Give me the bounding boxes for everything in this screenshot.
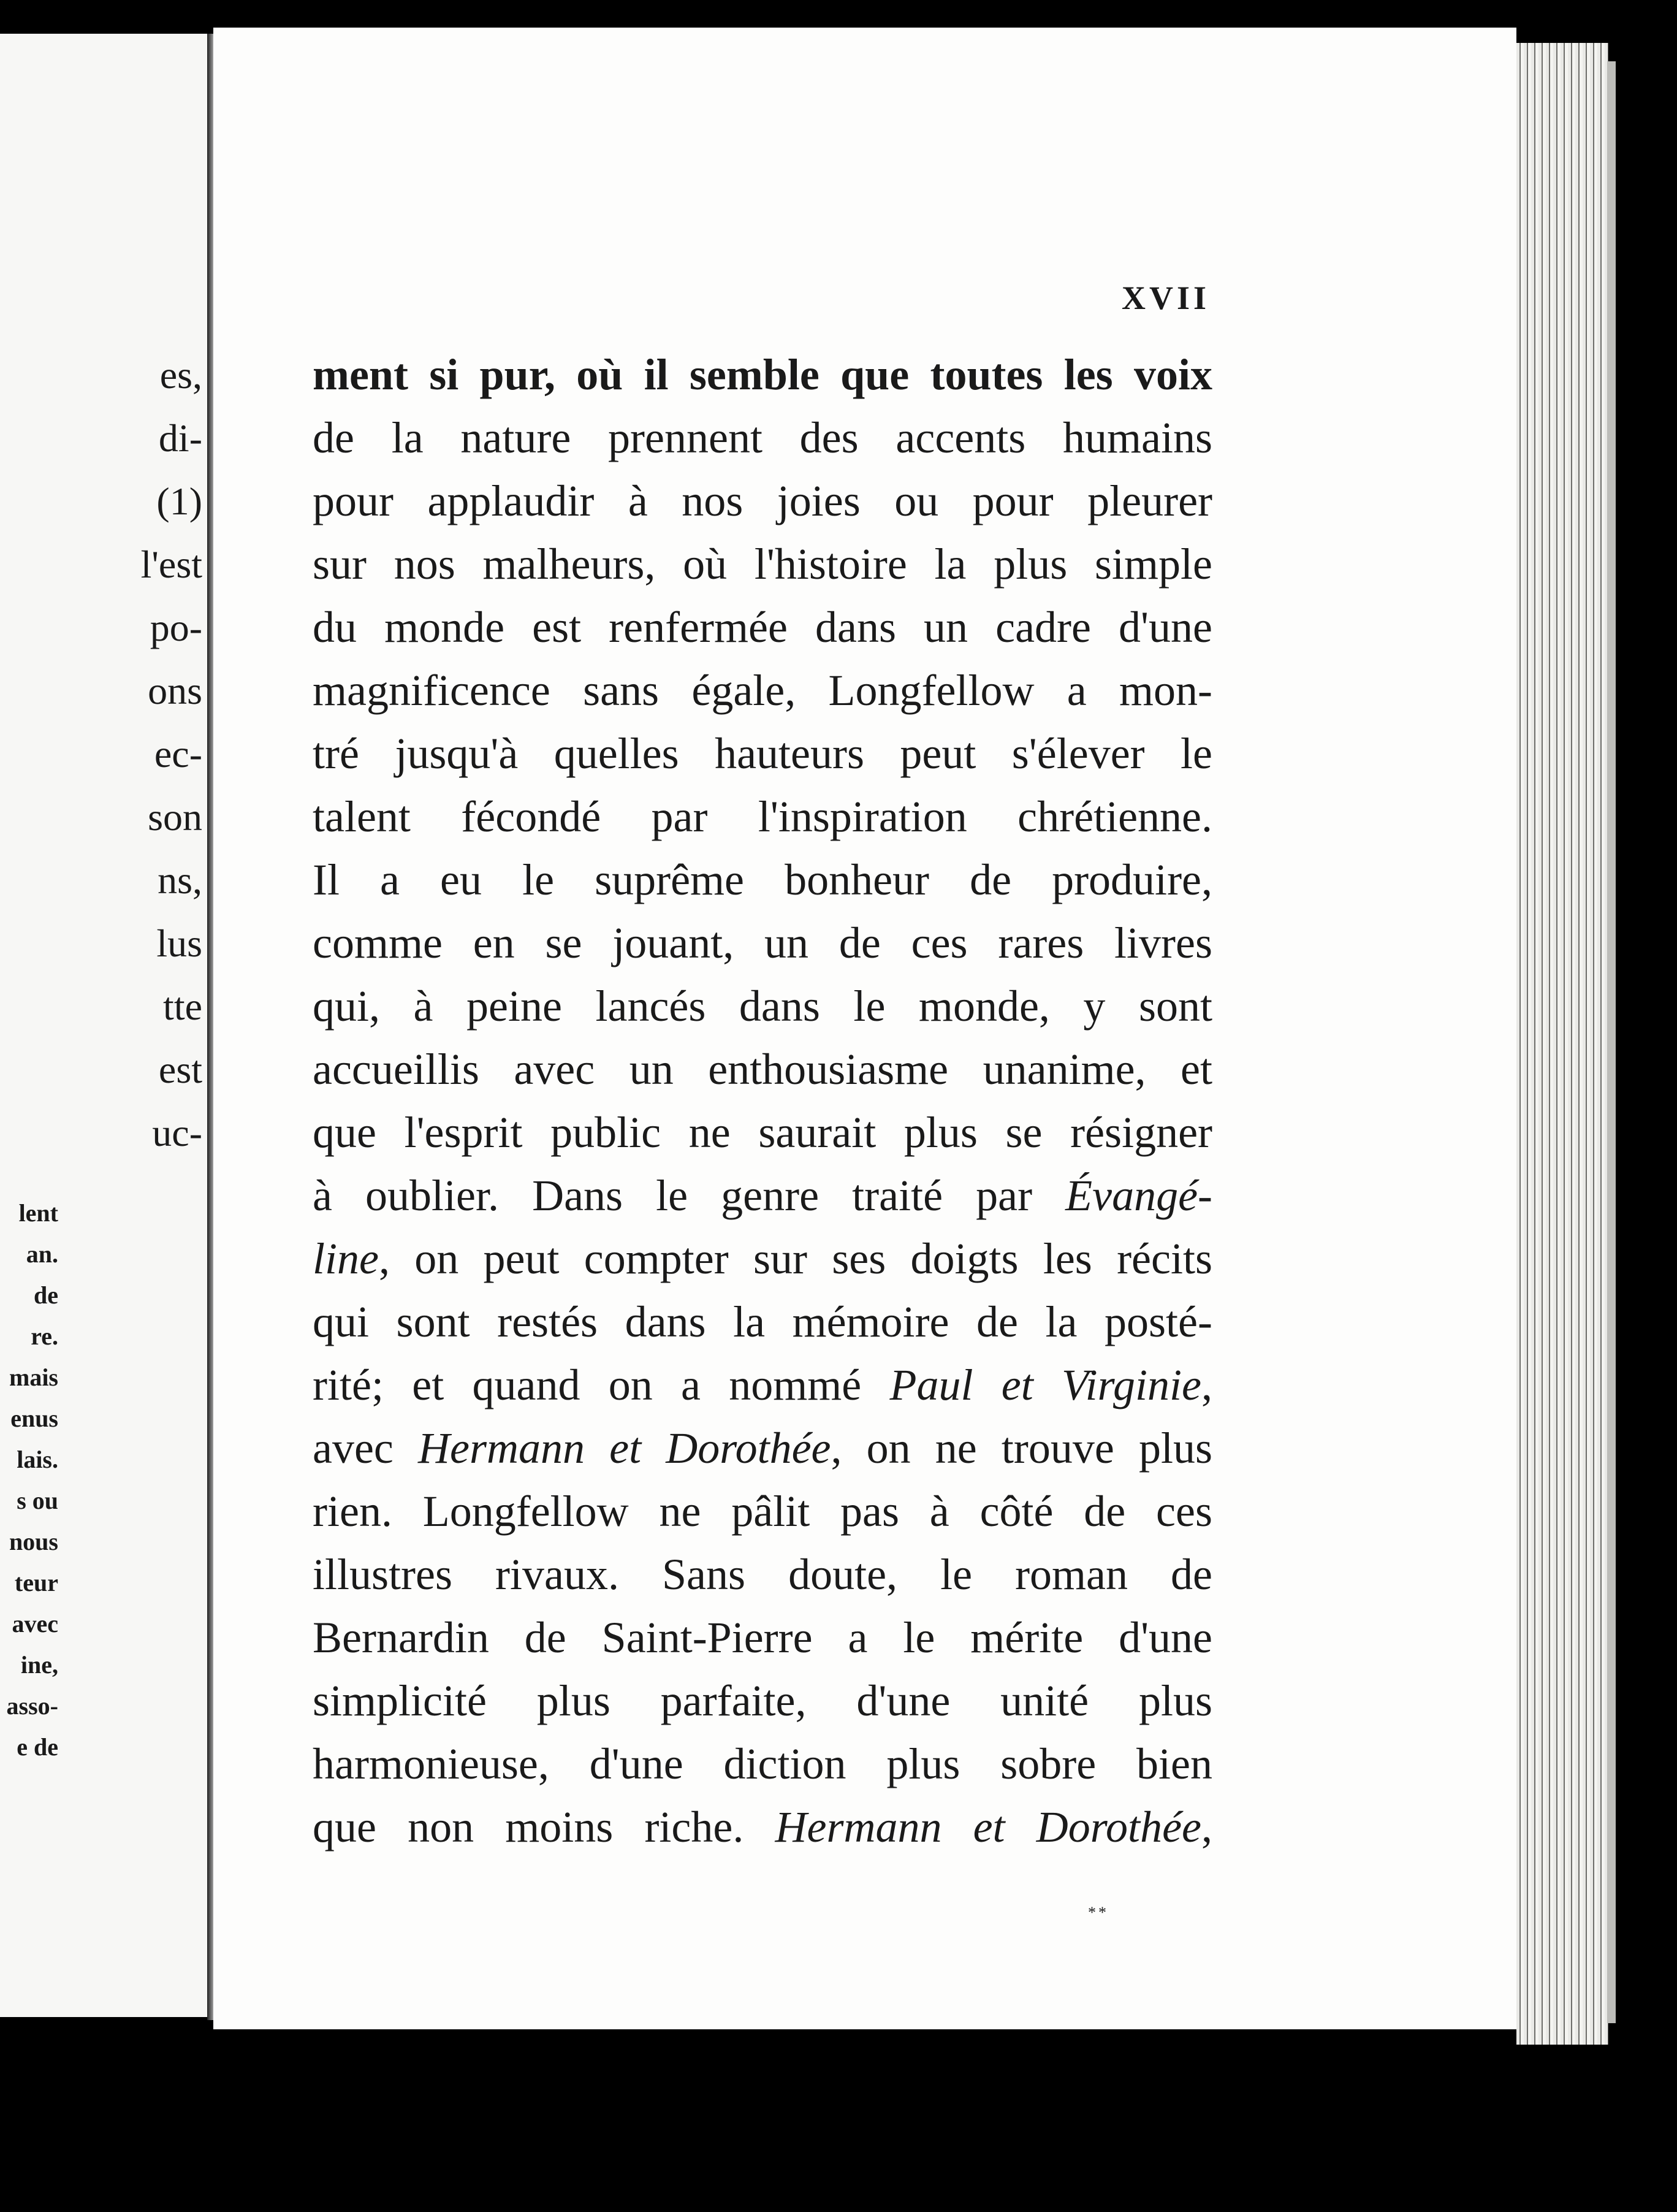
left-page-line: lus [156, 921, 202, 965]
text-line: harmonieuse, d'une diction plus sobre bien [313, 1739, 1212, 1788]
left-page-footnote-line: s ou [17, 1487, 58, 1514]
text-line: du monde est renfermée dans un cadre d'une [313, 603, 1212, 652]
text-line: talent fécondé par l'inspiration chrétienne. [313, 792, 1212, 841]
text-line: pour applaudir à nos joies ou pour pleurer [313, 476, 1212, 525]
left-page-line: es, [159, 353, 202, 397]
left-page-line: ec- [154, 732, 202, 776]
left-page-line: est [158, 1048, 202, 1091]
left-page-footnote-line: lais. [17, 1446, 58, 1473]
left-page-line: l'est [140, 543, 202, 586]
text-line: accueillis avec un enthousiasme unanime, et [313, 1045, 1212, 1094]
left-page-footnote-line: mais [9, 1363, 58, 1391]
text-line: rien. Longfellow ne pâlit pas à côté de ces [313, 1487, 1212, 1536]
italic-title: Paul et Virginie [889, 1360, 1201, 1409]
left-page-footnote-line: teur [14, 1569, 58, 1596]
signature-mark: ** [1088, 1904, 1109, 1921]
text-line: à oublier. Dans le genre traité par Évangé- [313, 1171, 1212, 1220]
text-line: simplicité plus parfaite, d'une unité plus [313, 1676, 1212, 1725]
left-page-line: son [148, 795, 202, 839]
left-page-footnote-line: nous [9, 1528, 58, 1555]
left-page-footnote-line: ine, [20, 1651, 58, 1679]
left-page-line: ns, [158, 858, 202, 902]
page-stack-edge [1516, 43, 1608, 2045]
page-body-text [313, 343, 1212, 1859]
left-page-footnote-line: asso- [6, 1692, 58, 1720]
page-number: XVII [1122, 280, 1211, 316]
italic-title: Hermann et Dorothée [418, 1424, 831, 1473]
text-line: comme en se jouant, un de ces rares livres [313, 918, 1212, 967]
left-page-footnote-line: lent [18, 1199, 58, 1227]
text-line: illustres rivaux. Sans doute, le roman de [313, 1550, 1212, 1599]
text-line: qui sont restés dans la mémoire de la posté- [313, 1297, 1212, 1346]
text-line: magnificence sans égale, Longfellow a mon- [313, 666, 1212, 715]
left-page-line: di- [158, 416, 202, 460]
text-line: avec Hermann et Dorothée, on ne trouve plus [313, 1424, 1212, 1473]
left-page-footnote-line: de [34, 1281, 58, 1309]
text-line: Bernardin de Saint-Pierre a le mérite d'une [313, 1613, 1212, 1662]
text-line: tré jusqu'à quelles hauteurs peut s'élever le [313, 729, 1212, 778]
left-page-footnote-line: e de [17, 1733, 58, 1761]
left-page-line: ons [148, 669, 202, 712]
left-page-footnote-line: enus [10, 1405, 58, 1432]
text-line: line, on peut compter sur ses doigts les récits [313, 1234, 1212, 1283]
left-page-footnote-line: re. [31, 1322, 58, 1350]
text-line: que non moins riche. Hermann et Dorothée, [313, 1802, 1212, 1852]
text-line: rité; et quand on a nommé Paul et Virginie, [313, 1360, 1212, 1409]
text-line: sur nos malheurs, où l'histoire la plus simple [313, 540, 1212, 589]
italic-title: Évangé- [1065, 1171, 1212, 1220]
left-page-footnote-line: avec [12, 1610, 58, 1638]
left-page-line: po- [150, 606, 202, 649]
text-line: ment si pur, où il semble que toutes les voix [313, 350, 1212, 399]
left-page-line: (1) [156, 479, 202, 523]
left-page-footnote-line: an. [26, 1240, 58, 1268]
text-line: que l'esprit public ne saurait plus se résigner [313, 1108, 1212, 1157]
text-line: de la nature prennent des accents humains [313, 413, 1212, 462]
left-page-line: tte [163, 985, 202, 1028]
previous-page-edge [0, 34, 211, 2017]
italic-title: line [313, 1234, 379, 1283]
text-line: Il a eu le suprême bonheur de produire, [313, 855, 1212, 904]
text-line: qui, à peine lancés dans le monde, y sont [313, 982, 1212, 1031]
left-page-line: uc- [152, 1111, 202, 1154]
italic-title: Hermann et Dorothée [775, 1802, 1201, 1852]
